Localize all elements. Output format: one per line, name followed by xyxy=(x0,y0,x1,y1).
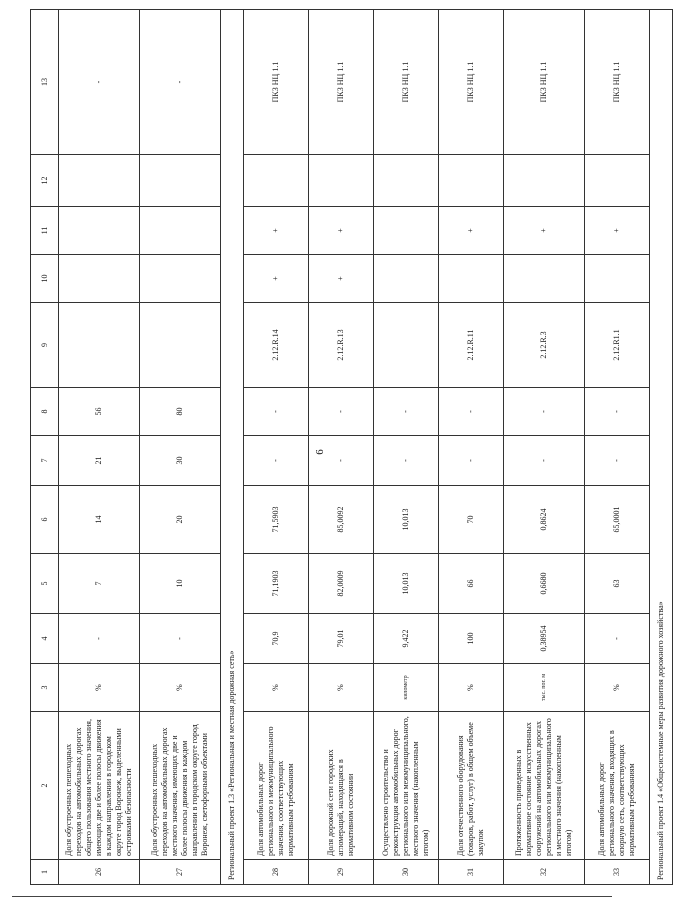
cell-name: Протяженность приведенных в нормативное состояние искусственных сооружений на автомобильных дорогах регионального или межмуниципального и местного значения (накопленным итогом) xyxy=(504,712,585,860)
cell-c10: + xyxy=(309,255,374,303)
cell-c10 xyxy=(585,255,650,303)
cell-c7: - xyxy=(309,436,374,486)
cell-c8: - xyxy=(309,388,374,436)
cell-c12 xyxy=(504,155,585,207)
cell-c11: + xyxy=(504,207,585,255)
cell-no: 32 xyxy=(504,860,585,885)
cell-c9 xyxy=(140,303,221,388)
cell-c13: ПКЗ НЦ 1.1 xyxy=(309,10,374,155)
cell-c11: + xyxy=(244,207,309,255)
cell-c4: - xyxy=(140,614,221,664)
cell-c13: ПКЗ НЦ 1.1 xyxy=(439,10,504,155)
cell-c5: 82,0009 xyxy=(309,554,374,614)
cell-c6: 71,5903 xyxy=(244,486,309,554)
cell-c10 xyxy=(504,255,585,303)
cell-unit: % xyxy=(140,664,221,712)
cell-c9: 2.12.R.3 xyxy=(504,303,585,388)
cell-c10: + xyxy=(244,255,309,303)
cell-c7: - xyxy=(585,436,650,486)
cell-c11: + xyxy=(585,207,650,255)
column-header: 8 xyxy=(31,388,59,436)
cell-c11 xyxy=(374,207,439,255)
section-title: Региональный проект 1.4 «Общесистемные меры развития дорожного хозяйства» xyxy=(650,10,673,885)
cell-c8: - xyxy=(244,388,309,436)
page-number: 6 xyxy=(314,449,326,455)
cell-c5: 71,1903 xyxy=(244,554,309,614)
cell-c11: + xyxy=(309,207,374,255)
cell-c13: - xyxy=(59,10,140,155)
column-header: 11 xyxy=(31,207,59,255)
table-row xyxy=(374,10,439,885)
cell-c8: 56 xyxy=(59,388,140,436)
header-row xyxy=(31,10,59,885)
cell-c9: 2.12.R.11 xyxy=(439,303,504,388)
cell-name: Осуществлено строительство и реконструкция автомобильных дорог регионального или межмуниципального, местного значения (накопленным итогом) xyxy=(374,712,439,860)
cell-c13: ПКЗ НЦ 1.1 xyxy=(374,10,439,155)
cell-c6: 65,0001 xyxy=(585,486,650,554)
cell-c7: - xyxy=(504,436,585,486)
section-title: Региональный проект 1.3 «Региональная и местная дорожная сеть» xyxy=(221,10,244,885)
column-header: 4 xyxy=(31,614,59,664)
table-row xyxy=(59,10,140,885)
table-row xyxy=(439,10,504,885)
cell-c13: ПКЗ НЦ 1.1 xyxy=(244,10,309,155)
cell-c6: 20 xyxy=(140,486,221,554)
cell-unit: километр xyxy=(374,664,439,712)
cell-c11 xyxy=(59,207,140,255)
cell-c6: 85,0092 xyxy=(309,486,374,554)
column-header: 1 xyxy=(31,860,59,885)
cell-c9 xyxy=(59,303,140,388)
cell-unit: % xyxy=(244,664,309,712)
cell-c9: 2.12.R.13 xyxy=(309,303,374,388)
section-row xyxy=(650,10,673,885)
rotated-table-container xyxy=(30,10,665,885)
cell-unit: % xyxy=(439,664,504,712)
cell-c6: 14 xyxy=(59,486,140,554)
cell-unit: % xyxy=(59,664,140,712)
cell-c10 xyxy=(140,255,221,303)
cell-no: 28 xyxy=(244,860,309,885)
cell-c11: + xyxy=(439,207,504,255)
cell-c9: 2.12.R1.1 xyxy=(585,303,650,388)
cell-name: Доля дорожной сети городских агломераций, находящаяся в нормативном состоянии xyxy=(309,712,374,860)
cell-c4: 70,9 xyxy=(244,614,309,664)
indicators-table xyxy=(30,9,673,885)
cell-c5: 7 xyxy=(59,554,140,614)
cell-c4: 0,38954 xyxy=(504,614,585,664)
column-header: 13 xyxy=(31,10,59,155)
cell-c8: 80 xyxy=(140,388,221,436)
cell-c5: 0,6680 xyxy=(504,554,585,614)
cell-c12 xyxy=(309,155,374,207)
cell-c13: ПКЗ НЦ 1.1 xyxy=(585,10,650,155)
cell-c4: 100 xyxy=(439,614,504,664)
cell-c13: ПКЗ НЦ 1.1 xyxy=(504,10,585,155)
cell-c7: - xyxy=(244,436,309,486)
table-row xyxy=(585,10,650,885)
scan-edge-line xyxy=(12,896,612,897)
cell-name: Доля автомобильных дорог регионального и межмуниципального значения, соответствующих нормативным требованиям xyxy=(244,712,309,860)
cell-no: 27 xyxy=(140,860,221,885)
cell-c7: - xyxy=(374,436,439,486)
cell-no: 29 xyxy=(309,860,374,885)
cell-c12 xyxy=(140,155,221,207)
cell-c12 xyxy=(59,155,140,207)
cell-c12 xyxy=(374,155,439,207)
cell-c5: 63 xyxy=(585,554,650,614)
cell-name: Доля обустроенных пешеходных переходов на автомобильных дорогах общего пользования местного значения, имеющих две и более полосы движения в каждом направлении в городском округе город Воронеж, выделенными островками безопасности xyxy=(59,712,140,860)
cell-name: Доля автомобильных дорог регионального значения, входящих в опорную сеть, соответствующих нормативным требованиям xyxy=(585,712,650,860)
cell-c9 xyxy=(374,303,439,388)
cell-c4: - xyxy=(59,614,140,664)
cell-unit: тыс. пог. м xyxy=(504,664,585,712)
column-header: 10 xyxy=(31,255,59,303)
cell-c6: 10,013 xyxy=(374,486,439,554)
section-row xyxy=(221,10,244,885)
cell-c6: 0,8624 xyxy=(504,486,585,554)
cell-c4: 79,01 xyxy=(309,614,374,664)
column-header: 5 xyxy=(31,554,59,614)
column-header: 3 xyxy=(31,664,59,712)
cell-c10 xyxy=(374,255,439,303)
table-row xyxy=(140,10,221,885)
cell-no: 33 xyxy=(585,860,650,885)
cell-c11 xyxy=(140,207,221,255)
column-header: 6 xyxy=(31,486,59,554)
cell-c4: 9,422 xyxy=(374,614,439,664)
cell-c8: - xyxy=(374,388,439,436)
cell-c7: 21 xyxy=(59,436,140,486)
cell-unit: % xyxy=(309,664,374,712)
column-header: 2 xyxy=(31,712,59,860)
cell-c12 xyxy=(244,155,309,207)
cell-c5: 66 xyxy=(439,554,504,614)
table-row xyxy=(504,10,585,885)
cell-c12 xyxy=(439,155,504,207)
cell-c12 xyxy=(585,155,650,207)
cell-no: 30 xyxy=(374,860,439,885)
cell-name: Доля обустроенных пешеходных переходов на автомобильных дорогах местного значения, имеющих две и более полосы движения в каждом направлении в городском округе город Воронеж, светофорными объектами xyxy=(140,712,221,860)
cell-c8: - xyxy=(585,388,650,436)
table-row xyxy=(244,10,309,885)
cell-c7: - xyxy=(439,436,504,486)
cell-c5: 10,013 xyxy=(374,554,439,614)
cell-c10 xyxy=(59,255,140,303)
cell-c8: - xyxy=(439,388,504,436)
column-header: 9 xyxy=(31,303,59,388)
cell-no: 31 xyxy=(439,860,504,885)
cell-c5: 10 xyxy=(140,554,221,614)
cell-name: Доля отечественного оборудования (товаров, работ, услуг) в общем объеме закупок xyxy=(439,712,504,860)
table-row xyxy=(309,10,374,885)
cell-no: 26 xyxy=(59,860,140,885)
cell-c13: - xyxy=(140,10,221,155)
cell-unit: % xyxy=(585,664,650,712)
cell-c6: 70 xyxy=(439,486,504,554)
cell-c9: 2.12.R.14 xyxy=(244,303,309,388)
cell-c10 xyxy=(439,255,504,303)
cell-c8: - xyxy=(504,388,585,436)
column-header: 12 xyxy=(31,155,59,207)
column-header: 7 xyxy=(31,436,59,486)
cell-c4: - xyxy=(585,614,650,664)
cell-c7: 30 xyxy=(140,436,221,486)
